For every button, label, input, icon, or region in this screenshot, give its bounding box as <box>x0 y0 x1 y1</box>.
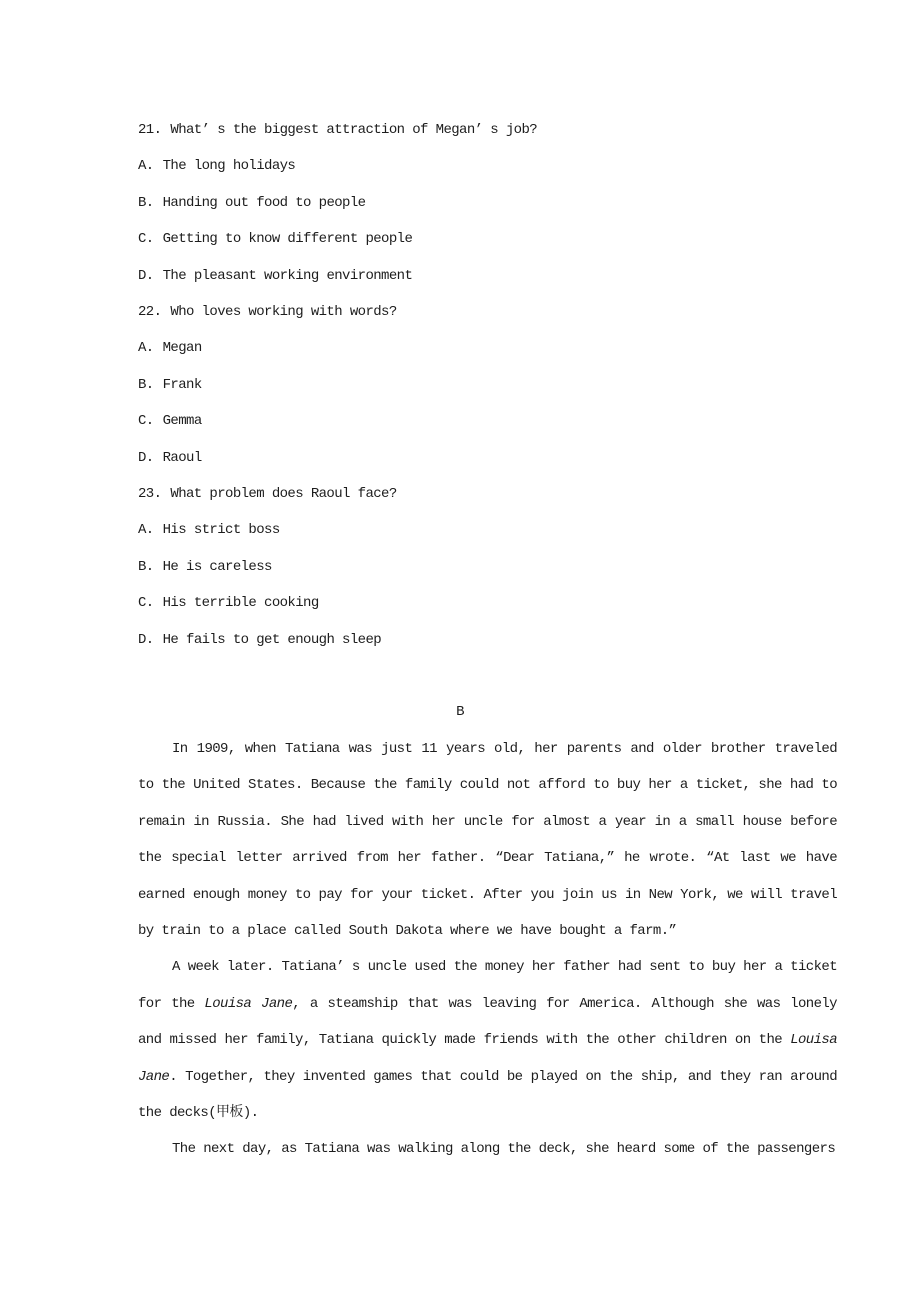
option-text: His strict boss <box>162 522 280 539</box>
option-label: D. <box>138 631 154 648</box>
question-number: 21. <box>138 122 162 138</box>
ship-name-italic: Louisa Jane <box>204 995 293 1012</box>
question-22-option-a <box>138 330 837 366</box>
question-21-option-a <box>138 148 837 184</box>
questions-section <box>138 112 837 658</box>
question-21-option-d <box>138 258 837 294</box>
passage-text: A week later. Tatiana’ s uncle used the money her father had sent to buy her a ticket for the <box>138 959 837 1012</box>
passage-text: . Together, they invented games that could be played on the ship, and they ran around the decks(甲板). <box>138 1068 837 1121</box>
question-21-option-c <box>138 221 837 257</box>
option-label: C. <box>138 595 154 612</box>
passage-text: The next day, as Tatiana was walking along the deck, she heard some of the passengers <box>172 1141 836 1158</box>
passage-paragraphs <box>138 731 837 1168</box>
question-text: What’ s the biggest attraction of Megan’ s job? <box>170 122 538 138</box>
question-23 <box>138 476 837 512</box>
question-21 <box>138 112 837 148</box>
option-text: He fails to get enough sleep <box>162 631 382 648</box>
ship-name-italic: Louisa Jane <box>138 1032 837 1085</box>
option-text: The long holidays <box>162 158 296 175</box>
question-22-option-d <box>138 440 837 476</box>
option-label: D. <box>138 267 154 284</box>
passage-section-label: B <box>456 704 464 721</box>
question-text: What problem does Raoul face? <box>170 486 397 503</box>
question-23-option-b <box>138 549 837 585</box>
question-21-option-b <box>138 185 837 221</box>
option-text: The pleasant working environment <box>162 267 413 284</box>
question-22 <box>138 294 837 330</box>
option-label: C. <box>138 413 154 430</box>
option-text: Getting to know different people <box>162 231 413 248</box>
question-22-option-c <box>138 403 837 439</box>
question-23-option-c <box>138 585 837 621</box>
option-label: A. <box>138 340 154 357</box>
option-label: B. <box>138 558 154 575</box>
passage-paragraph-1 <box>138 731 837 949</box>
option-text: Gemma <box>162 413 202 430</box>
question-number: 23. <box>138 486 162 503</box>
option-text: Megan <box>162 340 202 357</box>
option-label: B. <box>138 194 154 211</box>
passage-text: In 1909, when Tatiana was just 11 years old, her parents and older brother traveled to the United States. Because the family could not afford to buy her a ticket, she had to remain in Russia. She had lived with her uncle for almost a year in a small house before the special letter arrived from her father. “Dear Tatiana,” he wrote. “At last we have earned enough money to pay for your ticket. After you join us in New York, we will travel by train to a place called South Dakota where we have bought a farm.” <box>138 740 837 939</box>
option-label: B. <box>138 376 154 393</box>
passage-paragraph-3 <box>138 1131 837 1167</box>
passage-text: , a steamship that was leaving for America. Although she was lonely and missed her family, Tatiana quickly made friends with the other children on the <box>138 995 837 1049</box>
option-text: Raoul <box>162 449 202 466</box>
option-label: D. <box>138 449 154 466</box>
option-text: His terrible cooking <box>162 595 319 612</box>
option-text: Frank <box>162 376 202 393</box>
option-text: Handing out food to people <box>162 194 366 211</box>
option-text: He is careless <box>162 558 272 575</box>
question-22-option-b <box>138 367 837 403</box>
option-label: A. <box>138 522 154 539</box>
passage-paragraph-2 <box>138 949 837 1131</box>
question-23-option-d <box>138 622 837 658</box>
option-label: A. <box>138 158 154 175</box>
question-number: 22. <box>138 304 162 321</box>
question-23-option-a <box>138 512 837 548</box>
option-label: C. <box>138 231 154 248</box>
question-text: Who loves working with words? <box>170 304 397 321</box>
